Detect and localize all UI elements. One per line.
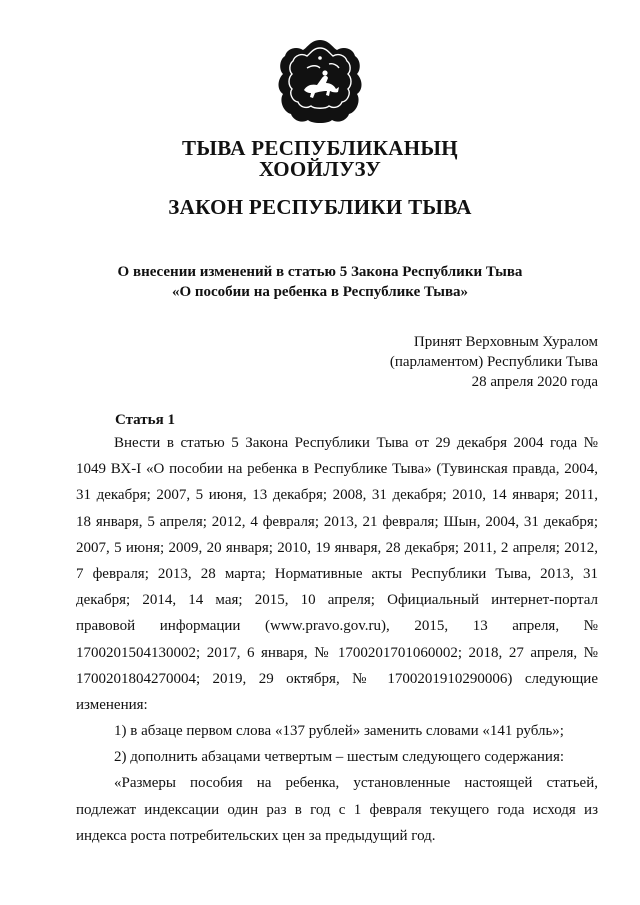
adoption-line-1: Принят Верховным Хуралом <box>413 334 598 350</box>
article-line: 2007, 5 июня; 2009, 20 января; 2010, 19 января, 28 декабря; 2011, 2 апреля; 2012, <box>76 539 598 556</box>
article-line: 1700201804270004; 2019, 29 октября, № 1700201910290006) следующие <box>76 670 598 687</box>
adoption-note <box>298 332 598 392</box>
article-line: декабря; 2014, 14 мая; 2015, 10 апреля; Официальный интернет-портал <box>76 592 598 609</box>
article-line: 31 декабря; 2007, 5 июня, 13 декабря; 2008, 31 декабря; 2010, 14 января; 2011, <box>76 487 598 504</box>
amendment-item-1: 1) в абзаце первом слова «137 рублей» заменить словами «141 рубль»; <box>114 723 564 740</box>
quote-line: индекса роста потребительских цен за предыдущий год. <box>76 827 436 844</box>
emblem-of-tuva-icon <box>277 38 363 124</box>
subject-line-2: «О пособии на ребенка в Республике Тыва» <box>171 284 469 300</box>
article-line: правовой информации (www.pravo.gov.ru), 2015, 13 апреля, № <box>76 618 598 635</box>
article-line: 1700201504130002; 2017, 6 января, № 1700201701060002; 2018, 27 апреля, № <box>76 644 598 661</box>
adoption-line-2: (парламентом) Республики Тыва <box>389 354 598 370</box>
article-line: 18 января, 5 апреля; 2012, 4 февраля; 2013, 21 февраля; Шын, 2004, 31 декабря; <box>76 513 598 530</box>
article-body <box>76 430 598 849</box>
amendment-item-2: 2) дополнить абзацами четвертым – шестым следующего содержания: <box>114 749 565 766</box>
quote-line: подлежат индексации один раз в год с 1 февраля текущего года исходя из <box>76 801 598 818</box>
law-title: ЗАКОН РЕСПУБЛИКИ ТЫВА <box>168 195 472 219</box>
article-title: Статья 1 <box>115 412 175 428</box>
article-line: изменения: <box>76 696 148 713</box>
republic-name-line-2: ХООЙЛУЗУ <box>258 157 382 181</box>
article-line: Внести в статью 5 Закона Республики Тыва от 29 декабря 2004 года № <box>114 435 598 451</box>
quote-line: «Размеры пособия на ребенка, установленные настоящей статьей, <box>114 775 598 792</box>
subject-line-1: О внесении изменений в статью 5 Закона Республики Тыва <box>117 264 523 280</box>
article-line: 7 февраля; 2013, 28 марта; Нормативные акты Республики Тыва, 2013, 31 <box>76 565 598 582</box>
article-line: 1049 ВХ-I «О пособии на ребенка в Республике Тыва» (Тувинская правда, 2004, <box>76 461 598 478</box>
republic-name-line-1: ТЫВА РЕСПУБЛИКАНЫҢ <box>182 136 458 160</box>
adoption-date: 28 апреля 2020 года <box>471 374 598 390</box>
